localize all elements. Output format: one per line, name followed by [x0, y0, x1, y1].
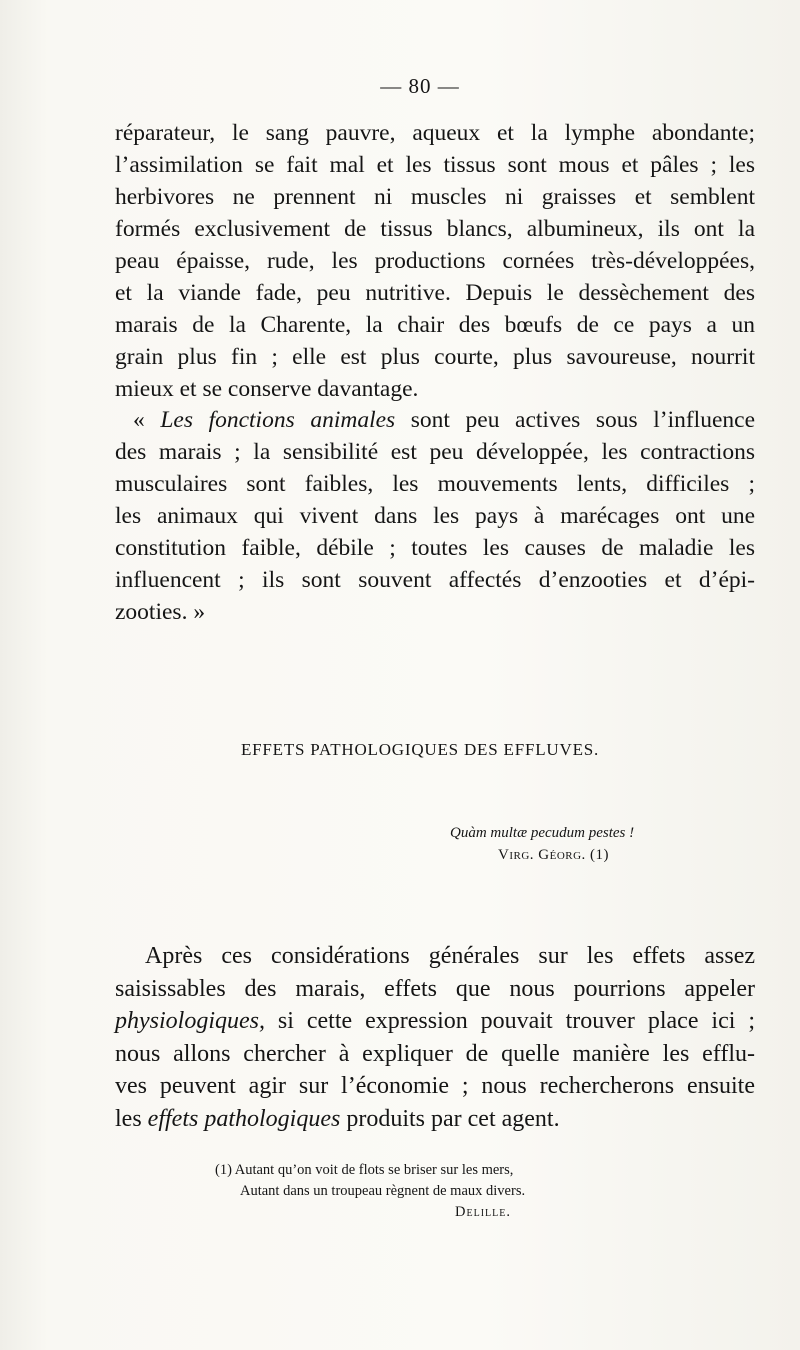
text-line: ves peuvent agir sur l’économie ; nous rechercherons ensuite: [115, 1073, 755, 1099]
epigraph: [450, 822, 710, 866]
text-line: constitution faible, débile ; toutes les causes de maladie les: [115, 535, 755, 561]
italic-phrase: physiologiques,: [115, 1008, 265, 1034]
epigraph-quote: Quàm multæ pecudum pestes !: [450, 825, 635, 841]
epigraph-source: Virg. Géorg. (1): [498, 847, 610, 863]
text-line: marais de la Charente, la chair des bœufs de ce pays a un: [115, 312, 755, 338]
page-number: — 80 —: [380, 74, 460, 98]
text-fragment: sont peu actives sous l’influence: [395, 407, 756, 433]
text-line: l’assimilation se fait mal et les tissus sont mous et pâles ; les: [115, 152, 755, 178]
text-line: et la viande fade, peu nutritive. Depuis le dessèchement des: [115, 280, 755, 306]
italic-phrase: effets pathologiques: [147, 1105, 341, 1132]
footnote-author: Delille.: [455, 1204, 511, 1220]
text-line: saisissables des marais, effets que nous pourrions appeler: [115, 975, 755, 1002]
text-line: [115, 1005, 755, 1038]
opening-guillemet: «: [133, 407, 161, 433]
text-line: grain plus fin ; elle est plus courte, plus savoureuse, nourrit: [115, 344, 755, 370]
paragraph-3: [115, 940, 755, 1135]
text-line: [115, 404, 755, 436]
text-line: les animaux qui vivent dans les pays à marécages ont une: [115, 503, 755, 529]
text-line: influencent ; ils sont souvent affectés d’enzooties et d’épi-: [115, 567, 755, 593]
text-line: zooties. »: [115, 599, 206, 625]
text-line: réparateur, le sang pauvre, aqueux et la lymphe abondante;: [115, 120, 755, 146]
text-line: Après ces considérations générales sur les effets assez: [145, 943, 755, 969]
text-fragment: les: [115, 1105, 148, 1132]
text-line: nous allons chercher à expliquer de quelle manière les efflu-: [115, 1040, 755, 1067]
footnote-line: Autant dans un troupeau règnent de maux divers.: [240, 1183, 526, 1199]
italic-phrase: Les fonctions animales: [160, 407, 396, 433]
text-fragment: produits par cet agent.: [340, 1105, 560, 1132]
text-line: mieux et se conserve davantage.: [115, 376, 419, 402]
text-line: formés exclusivement de tissus blancs, albumineux, ils ont la: [115, 216, 755, 242]
footnote-line: (1) Autant qu’on voit de flots se briser sur les mers,: [215, 1162, 514, 1178]
text-line: [115, 1103, 755, 1136]
text-line: peau épaisse, rude, les productions cornées très-développées,: [115, 248, 755, 274]
text-line: musculaires sont faibles, les mouvements lents, difficiles ;: [115, 471, 755, 497]
paragraph-1: [115, 117, 755, 405]
text-fragment: si cette expression pouvait trouver place ici ;: [265, 1008, 755, 1034]
footnote: [215, 1160, 645, 1223]
text-line: des marais ; la sensibilité est peu développée, les contractions: [115, 439, 755, 465]
section-heading: EFFETS PATHOLOGIQUES DES EFFLUVES.: [240, 740, 600, 759]
text-line: herbivores ne prennent ni muscles ni graisses et semblent: [115, 184, 755, 210]
paragraph-2: [115, 404, 755, 628]
